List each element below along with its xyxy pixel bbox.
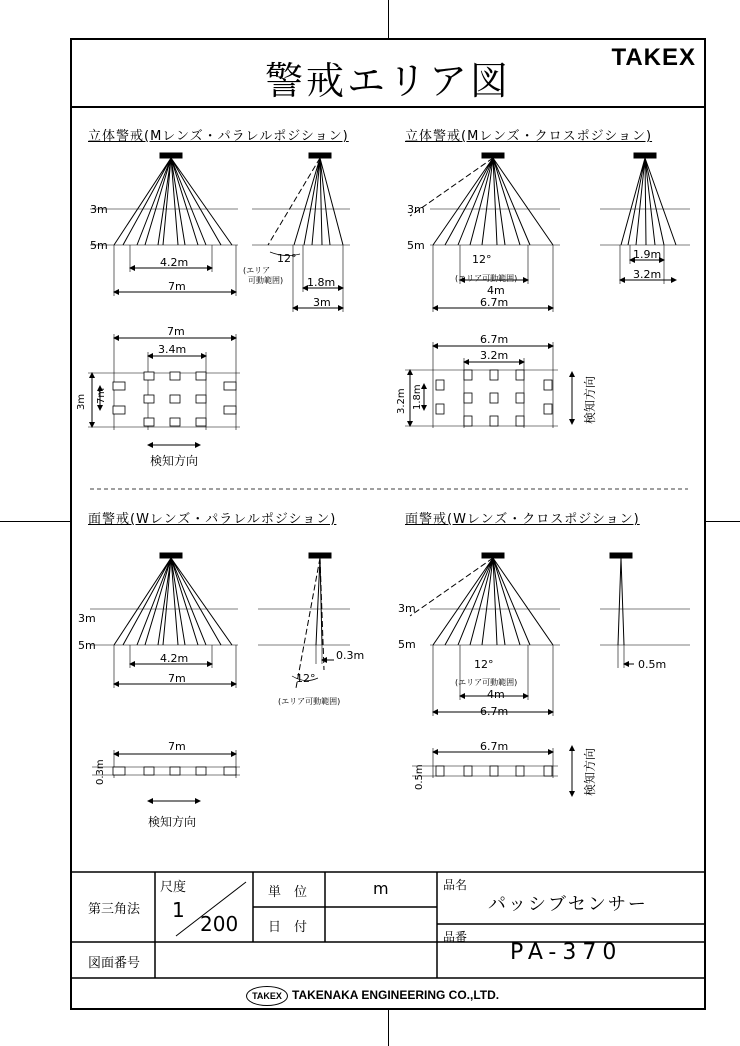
company-name: TAKENAKA ENGINEERING CO.,LTD. bbox=[292, 988, 500, 1002]
label-3m-2: 3m bbox=[407, 203, 425, 216]
product-no-label: 品番 bbox=[443, 930, 468, 944]
label-3m-1: 3m bbox=[90, 203, 108, 216]
top-view-w-cross bbox=[412, 746, 572, 796]
product-no: PA-370 bbox=[510, 940, 623, 965]
dim-7m-1: 7m bbox=[168, 280, 186, 293]
scale-numerator: 1 bbox=[172, 898, 185, 922]
dim-6-7m-2: 6.7m bbox=[480, 296, 509, 309]
dim-1-8m-vert-2: 1.8m bbox=[412, 384, 423, 410]
dim-7m-top-3: 7m bbox=[168, 740, 186, 753]
angle-12-1: 12° bbox=[277, 252, 297, 265]
scale-denominator: 200 bbox=[200, 912, 239, 936]
angle-12-2: 12° bbox=[472, 253, 492, 266]
angle-12-4: 12° bbox=[474, 658, 494, 671]
crop-mark-bottom bbox=[388, 1010, 389, 1046]
dim-6-7m-top-2: 6.7m bbox=[480, 333, 509, 346]
detect-direction-2: 検知方向 bbox=[583, 375, 597, 424]
fan-diagram-w-cross bbox=[410, 553, 560, 716]
dim-0-5m-vert-4: 0.5m bbox=[414, 764, 425, 790]
dim-4m-2: 4m bbox=[487, 284, 505, 297]
label-5m-1: 5m bbox=[90, 239, 108, 252]
product-name-label: 品名 bbox=[443, 878, 468, 892]
scale-label: 尺度 bbox=[160, 880, 187, 895]
dim-4m-4: 4m bbox=[487, 688, 505, 701]
dim-3-2m-vert-2: 3.2m bbox=[396, 388, 407, 414]
dim-3m-1: 3m bbox=[313, 296, 331, 309]
area-range-3: (エリア可動範囲) bbox=[278, 697, 341, 706]
dim-0-5m-4: 0.5m bbox=[638, 658, 667, 671]
dim-3-2m-2: 3.2m bbox=[633, 268, 662, 281]
dim-7m-3: 7m bbox=[168, 672, 186, 685]
dim-3-4m-1: 3.4m bbox=[158, 343, 187, 356]
top-view-w-parallel bbox=[92, 750, 240, 801]
projection-label: 第三角法 bbox=[88, 902, 141, 917]
dim-0-3m-vert-3: 0.3m bbox=[95, 759, 106, 785]
fan-diagram-w-parallel bbox=[90, 553, 238, 688]
side-view-w-cross bbox=[600, 553, 690, 668]
label-3m-4: 3m bbox=[398, 602, 416, 615]
dim-6-7m-top-4: 6.7m bbox=[480, 740, 509, 753]
side-view-w-parallel bbox=[258, 553, 350, 688]
company-logo bbox=[246, 986, 288, 1006]
date-label: 日 付 bbox=[268, 920, 308, 935]
angle-12-3: 12° bbox=[296, 672, 316, 685]
detect-direction-1: 検知方向 bbox=[150, 454, 199, 468]
dim-6-7m-4: 6.7m bbox=[480, 705, 509, 718]
area-range-2: (エリア可動範囲) bbox=[455, 274, 518, 283]
section-title-4: 面警戒(Wレンズ・クロスポジション) bbox=[405, 512, 640, 527]
dim-4-2m-1: 4.2m bbox=[160, 256, 189, 269]
dim-4-2m-3: 4.2m bbox=[160, 652, 189, 665]
side-view-m-parallel bbox=[252, 153, 350, 312]
dim-7m-vert-1: 7m bbox=[96, 387, 107, 404]
area-range-1b: 可動範囲) bbox=[248, 276, 284, 285]
dim-3-2m-top-2: 3.2m bbox=[480, 349, 509, 362]
dim-7m-top-1: 7m bbox=[167, 325, 185, 338]
dim-0-3m-3: 0.3m bbox=[336, 649, 365, 662]
detect-direction-4: 検知方向 bbox=[583, 747, 597, 796]
label-5m-3: 5m bbox=[78, 639, 96, 652]
brand-logo: TAKEX bbox=[611, 44, 696, 71]
dim-1-9m-2: 1.9m bbox=[633, 248, 662, 261]
dim-1-8m-1: 1.8m bbox=[307, 276, 336, 289]
unit-label: 単 位 bbox=[268, 885, 308, 900]
unit-value: m bbox=[373, 879, 389, 898]
fan-diagram-m-parallel bbox=[90, 153, 238, 296]
drawing-no-label: 図面番号 bbox=[88, 956, 141, 971]
company-logo-text: TAKEX bbox=[252, 991, 282, 1001]
side-view-m-cross bbox=[600, 153, 690, 284]
label-5m-4: 5m bbox=[398, 638, 416, 651]
area-range-1a: (エリア bbox=[243, 266, 271, 275]
label-5m-2: 5m bbox=[407, 239, 425, 252]
fan-diagram-m-cross bbox=[410, 153, 560, 312]
detect-direction-3: 検知方向 bbox=[148, 815, 197, 829]
section-title-2: 立体警戒(Mレンズ・クロスポジション) bbox=[405, 129, 653, 144]
area-range-4: (エリア可動範囲) bbox=[455, 678, 518, 687]
page-title: 警戒エリア図 bbox=[264, 59, 511, 103]
section-title-3: 面警戒(Wレンズ・パラレルポジション) bbox=[88, 512, 337, 527]
section-title-1: 立体警戒(Mレンズ・パラレルポジション) bbox=[88, 129, 349, 144]
product-name: パッシブセンサー bbox=[488, 894, 648, 915]
label-3m-3: 3m bbox=[78, 612, 96, 625]
dim-3m-vert-1: 3m bbox=[76, 393, 87, 410]
